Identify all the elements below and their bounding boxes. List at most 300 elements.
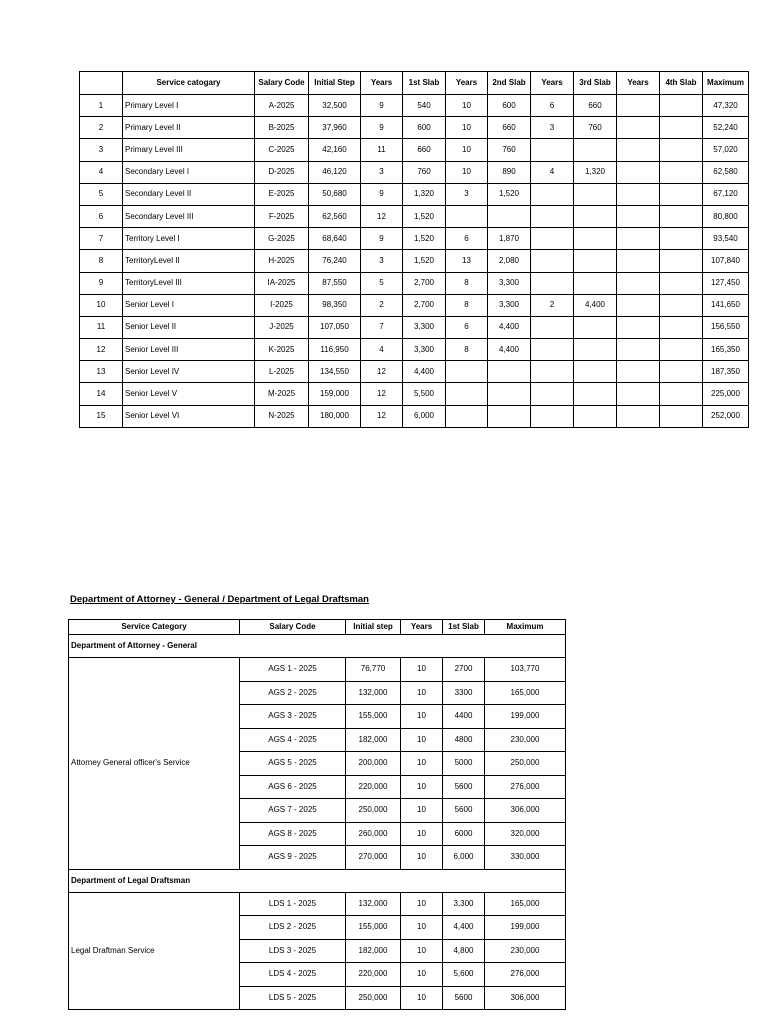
column-header: Initial step <box>346 620 401 635</box>
table-cell: 57,020 <box>703 139 749 161</box>
table-cell: 220,000 <box>346 963 401 987</box>
table-cell <box>531 139 574 161</box>
table-cell: 4,400 <box>488 316 531 338</box>
table-cell: AGS 5 - 2025 <box>240 752 346 776</box>
table-cell: 9 <box>361 183 403 205</box>
table-cell: AGS 7 - 2025 <box>240 799 346 823</box>
table-cell: 13 <box>446 250 488 272</box>
service-category-cell: Senior Level VI <box>123 405 255 427</box>
table-cell: 12 <box>361 383 403 405</box>
table-cell: 12 <box>80 339 123 361</box>
table-cell: 6 <box>80 205 123 227</box>
table-cell: 11 <box>80 316 123 338</box>
table-cell: 220,000 <box>346 775 401 799</box>
table-cell: 180,000 <box>309 405 361 427</box>
table-cell: 250,000 <box>485 752 566 776</box>
table-cell: AGS 6 - 2025 <box>240 775 346 799</box>
table-cell: 540 <box>403 95 446 117</box>
table-cell <box>660 117 703 139</box>
table-cell: 107,050 <box>309 316 361 338</box>
table-cell: 10 <box>80 294 123 316</box>
table-cell <box>488 361 531 383</box>
department-name: Department of Attorney - General <box>69 635 566 658</box>
table-cell <box>660 205 703 227</box>
table-cell: 187,350 <box>703 361 749 383</box>
table-cell <box>660 316 703 338</box>
column-header: Years <box>617 72 660 95</box>
table-cell: 5600 <box>443 986 485 1010</box>
table-cell <box>531 339 574 361</box>
table-cell: 660 <box>488 117 531 139</box>
table-cell: 155,000 <box>346 916 401 940</box>
table-cell <box>574 272 617 294</box>
table-cell <box>446 361 488 383</box>
table-cell <box>617 183 660 205</box>
table-cell: 4 <box>361 339 403 361</box>
table-row <box>80 339 749 361</box>
table-cell: 6,000 <box>443 846 485 870</box>
table-cell: 260,000 <box>346 822 401 846</box>
service-category-cell: Secondary Level III <box>123 205 255 227</box>
table-cell: 46,120 <box>309 161 361 183</box>
table-cell: 10 <box>401 822 443 846</box>
table-cell: 10 <box>401 705 443 729</box>
table-cell: 3,300 <box>488 272 531 294</box>
table-cell: K-2025 <box>255 339 309 361</box>
table-cell: 116,950 <box>309 339 361 361</box>
table-cell: 11 <box>361 139 403 161</box>
table-cell <box>531 205 574 227</box>
table-cell: 4,800 <box>443 939 485 963</box>
column-header: Salary Code <box>255 72 309 95</box>
table-cell: 1,520 <box>403 205 446 227</box>
table-cell: 250,000 <box>346 799 401 823</box>
table-cell: 10 <box>401 916 443 940</box>
table-cell: 5 <box>80 183 123 205</box>
table-cell: B-2025 <box>255 117 309 139</box>
table-cell: 4,400 <box>443 916 485 940</box>
table-cell: 760 <box>403 161 446 183</box>
column-header: 3rd Slab <box>574 72 617 95</box>
table-cell <box>660 339 703 361</box>
table-cell <box>660 272 703 294</box>
table-row <box>80 383 749 405</box>
table-cell: 230,000 <box>485 939 566 963</box>
table-row <box>80 405 749 427</box>
table-cell: AGS 3 - 2025 <box>240 705 346 729</box>
table-cell: 4 <box>531 161 574 183</box>
table-cell: 10 <box>446 117 488 139</box>
table-cell: 3,300 <box>488 294 531 316</box>
table-cell: 9 <box>361 95 403 117</box>
table-cell: IA-2025 <box>255 272 309 294</box>
table-cell: 199,000 <box>485 705 566 729</box>
table-cell: 1,320 <box>403 183 446 205</box>
table-cell: 132,000 <box>346 892 401 916</box>
table-cell: 320,000 <box>485 822 566 846</box>
table-cell: 276,000 <box>485 775 566 799</box>
table-cell <box>660 183 703 205</box>
table-cell <box>617 339 660 361</box>
column-header: Years <box>361 72 403 95</box>
table-cell: 76,240 <box>309 250 361 272</box>
table-cell: 3 <box>531 117 574 139</box>
table-cell: E-2025 <box>255 183 309 205</box>
table-cell: 134,550 <box>309 361 361 383</box>
table-cell <box>617 405 660 427</box>
table-cell: 141,650 <box>703 294 749 316</box>
table-cell: 3300 <box>443 681 485 705</box>
table-cell: 10 <box>401 846 443 870</box>
column-header: Maximum <box>485 620 566 635</box>
table-cell: AGS 9 - 2025 <box>240 846 346 870</box>
table-cell: 3 <box>361 250 403 272</box>
table-cell: 68,640 <box>309 228 361 250</box>
table-row <box>80 161 749 183</box>
table-cell <box>617 117 660 139</box>
table-cell: 200,000 <box>346 752 401 776</box>
table-cell: 156,550 <box>703 316 749 338</box>
table-cell: 4400 <box>443 705 485 729</box>
table-cell: 10 <box>401 752 443 776</box>
table-cell: AGS 4 - 2025 <box>240 728 346 752</box>
table-header-row <box>69 620 566 635</box>
table-cell: 8 <box>446 339 488 361</box>
table-cell: 1,870 <box>488 228 531 250</box>
table-cell: 600 <box>488 95 531 117</box>
table-cell <box>660 161 703 183</box>
table-row <box>80 95 749 117</box>
table-cell: 132,000 <box>346 681 401 705</box>
table-cell: A-2025 <box>255 95 309 117</box>
table-cell: 3 <box>446 183 488 205</box>
table-cell: 306,000 <box>485 986 566 1010</box>
table-cell: 3,300 <box>403 316 446 338</box>
table-cell <box>574 183 617 205</box>
column-header: Service catogary <box>123 72 255 95</box>
table-cell: 9 <box>361 228 403 250</box>
table-cell: H-2025 <box>255 250 309 272</box>
table-row <box>80 139 749 161</box>
table-cell <box>660 294 703 316</box>
table-cell: 890 <box>488 161 531 183</box>
table-cell <box>488 383 531 405</box>
column-header: 4th Slab <box>660 72 703 95</box>
table-row <box>80 361 749 383</box>
table-cell: 6 <box>446 228 488 250</box>
table-cell: 270,000 <box>346 846 401 870</box>
section-title: Department of Attorney - General / Department of Legal Draftsman <box>70 594 369 605</box>
table-cell: 182,000 <box>346 939 401 963</box>
department-row <box>69 869 566 892</box>
table-cell <box>617 272 660 294</box>
table-cell: 127,450 <box>703 272 749 294</box>
table-cell: 760 <box>574 117 617 139</box>
table-cell: 3,300 <box>403 339 446 361</box>
table-cell <box>660 405 703 427</box>
table-cell: 8 <box>446 294 488 316</box>
table-cell: 3 <box>361 161 403 183</box>
table-cell: 199,000 <box>485 916 566 940</box>
table-cell: LDS 4 - 2025 <box>240 963 346 987</box>
table-cell: 760 <box>488 139 531 161</box>
table-cell: 2 <box>361 294 403 316</box>
table-cell: 5,500 <box>403 383 446 405</box>
table-cell <box>531 272 574 294</box>
table-row <box>80 316 749 338</box>
column-header: Maximum <box>703 72 749 95</box>
table-cell: 4,400 <box>574 294 617 316</box>
table-cell: 276,000 <box>485 963 566 987</box>
table-cell: AGS 2 - 2025 <box>240 681 346 705</box>
table-cell: 1,320 <box>574 161 617 183</box>
table-cell: 252,000 <box>703 405 749 427</box>
table-cell: 10 <box>401 658 443 682</box>
table-cell: G-2025 <box>255 228 309 250</box>
table-cell <box>531 361 574 383</box>
table-cell: 98,350 <box>309 294 361 316</box>
table-cell: 47,320 <box>703 95 749 117</box>
salary-scale-table <box>79 71 749 428</box>
table-cell: LDS 3 - 2025 <box>240 939 346 963</box>
column-header: 2nd Slab <box>488 72 531 95</box>
table-cell <box>531 228 574 250</box>
table-cell <box>660 95 703 117</box>
table-cell: 12 <box>361 361 403 383</box>
table-cell <box>488 405 531 427</box>
table-cell: 3 <box>80 139 123 161</box>
table-cell <box>660 228 703 250</box>
table-cell <box>617 361 660 383</box>
service-category-cell: Senior Level IV <box>123 361 255 383</box>
table-cell: 159,000 <box>309 383 361 405</box>
table-cell: 4,400 <box>488 339 531 361</box>
table-row <box>80 117 749 139</box>
table-cell: 67,120 <box>703 183 749 205</box>
table-cell <box>617 250 660 272</box>
table-row <box>80 183 749 205</box>
table-row <box>69 658 566 682</box>
table-cell: 5600 <box>443 775 485 799</box>
service-category-cell: Primary Level II <box>123 117 255 139</box>
table-cell: 660 <box>574 95 617 117</box>
table-cell: 10 <box>401 728 443 752</box>
table-cell: M-2025 <box>255 383 309 405</box>
table-cell: 1,520 <box>403 250 446 272</box>
table-cell: 62,560 <box>309 205 361 227</box>
attorney-draftsman-table <box>68 619 566 1010</box>
column-header: 1st Slab <box>403 72 446 95</box>
table-cell: 4800 <box>443 728 485 752</box>
service-category-cell: Attorney General officer's Service <box>69 658 240 870</box>
table-cell <box>617 95 660 117</box>
table-cell: 10 <box>401 799 443 823</box>
table-cell: 15 <box>80 405 123 427</box>
table-cell: 8 <box>80 250 123 272</box>
table-cell: 225,000 <box>703 383 749 405</box>
table-cell: 6 <box>531 95 574 117</box>
service-category-cell: Senior Level I <box>123 294 255 316</box>
column-header: Initial Step <box>309 72 361 95</box>
table-cell: 5,600 <box>443 963 485 987</box>
table-cell: 1 <box>80 95 123 117</box>
table-cell: 12 <box>361 405 403 427</box>
table-cell: 6000 <box>443 822 485 846</box>
table-cell: 32,500 <box>309 95 361 117</box>
table-row <box>80 294 749 316</box>
service-category-cell: Senior Level II <box>123 316 255 338</box>
table-cell <box>574 339 617 361</box>
table-cell <box>574 205 617 227</box>
table-cell: 230,000 <box>485 728 566 752</box>
table-cell: 6,000 <box>403 405 446 427</box>
table-cell <box>617 294 660 316</box>
table-cell: 5 <box>361 272 403 294</box>
service-category-cell: Senior Level V <box>123 383 255 405</box>
table-cell: 2700 <box>443 658 485 682</box>
table-cell <box>488 205 531 227</box>
service-category-cell: Legal Draftman Service <box>69 892 240 1010</box>
table-cell: 10 <box>401 681 443 705</box>
department-row <box>69 635 566 658</box>
table-cell: L-2025 <box>255 361 309 383</box>
table-cell: 50,680 <box>309 183 361 205</box>
table-row <box>80 272 749 294</box>
table-cell: N-2025 <box>255 405 309 427</box>
table-cell: AGS 1 - 2025 <box>240 658 346 682</box>
table-cell: 37,960 <box>309 117 361 139</box>
service-category-cell: TerritoryLevel III <box>123 272 255 294</box>
table-cell: 7 <box>361 316 403 338</box>
table-cell: 4 <box>80 161 123 183</box>
service-category-cell: Secondary Level II <box>123 183 255 205</box>
table-cell <box>574 250 617 272</box>
table-cell <box>574 139 617 161</box>
column-header <box>80 72 123 95</box>
table-row <box>80 228 749 250</box>
table-cell: D-2025 <box>255 161 309 183</box>
table-cell: 52,240 <box>703 117 749 139</box>
table-cell <box>531 405 574 427</box>
service-category-cell: Senior Level III <box>123 339 255 361</box>
table-cell: 10 <box>446 139 488 161</box>
table-cell: 93,540 <box>703 228 749 250</box>
table-row <box>69 892 566 916</box>
table-cell <box>660 361 703 383</box>
table-cell: 2 <box>531 294 574 316</box>
table-cell: 103,770 <box>485 658 566 682</box>
table-cell: 10 <box>446 161 488 183</box>
service-category-cell: TerritoryLevel II <box>123 250 255 272</box>
table-cell: 42,160 <box>309 139 361 161</box>
table-cell: 165,000 <box>485 681 566 705</box>
column-header: Service Category <box>69 620 240 635</box>
table-cell: 13 <box>80 361 123 383</box>
table-cell: LDS 2 - 2025 <box>240 916 346 940</box>
table-cell <box>617 139 660 161</box>
service-category-cell: Primary Level III <box>123 139 255 161</box>
table-cell <box>574 228 617 250</box>
table-cell <box>574 361 617 383</box>
table-row <box>80 250 749 272</box>
table-cell: 10 <box>401 892 443 916</box>
table-cell: 165,350 <box>703 339 749 361</box>
table-cell: 12 <box>361 205 403 227</box>
table-cell: 9 <box>361 117 403 139</box>
table-cell: 5600 <box>443 799 485 823</box>
table-cell <box>660 250 703 272</box>
table-cell: 7 <box>80 228 123 250</box>
table-cell: I-2025 <box>255 294 309 316</box>
table-cell <box>531 183 574 205</box>
table-cell: C-2025 <box>255 139 309 161</box>
table-cell: 10 <box>401 963 443 987</box>
service-category-cell: Secondary Level I <box>123 161 255 183</box>
table-cell <box>446 205 488 227</box>
column-header: 1st Slab <box>443 620 485 635</box>
table-cell <box>617 316 660 338</box>
column-header: Years <box>446 72 488 95</box>
table-cell <box>531 383 574 405</box>
table-cell: 600 <box>403 117 446 139</box>
table-cell: 8 <box>446 272 488 294</box>
table-cell: 10 <box>401 986 443 1010</box>
service-category-cell: Territory Level I <box>123 228 255 250</box>
table-cell: F-2025 <box>255 205 309 227</box>
table-cell: LDS 5 - 2025 <box>240 986 346 1010</box>
table-cell <box>531 316 574 338</box>
table-cell: 10 <box>401 775 443 799</box>
table-cell <box>617 161 660 183</box>
table-cell <box>617 205 660 227</box>
table-cell: 2,700 <box>403 294 446 316</box>
table-cell <box>574 383 617 405</box>
service-category-cell: Primary Level I <box>123 95 255 117</box>
table-cell: 10 <box>446 95 488 117</box>
table-cell: 4,400 <box>403 361 446 383</box>
table-cell: LDS 1 - 2025 <box>240 892 346 916</box>
table-cell: 10 <box>401 939 443 963</box>
table-cell: 3,300 <box>443 892 485 916</box>
column-header: Years <box>531 72 574 95</box>
table-cell: 14 <box>80 383 123 405</box>
table-cell <box>617 228 660 250</box>
table-cell <box>660 139 703 161</box>
table-cell: 1,520 <box>488 183 531 205</box>
column-header: Years <box>401 620 443 635</box>
table-cell: 76,770 <box>346 658 401 682</box>
table-cell: 87,550 <box>309 272 361 294</box>
table-cell: 330,000 <box>485 846 566 870</box>
table-cell: 306,000 <box>485 799 566 823</box>
table-cell: 250,000 <box>346 986 401 1010</box>
table-cell: 80,800 <box>703 205 749 227</box>
table-cell: 1,520 <box>403 228 446 250</box>
table-cell <box>574 316 617 338</box>
table-cell <box>574 405 617 427</box>
table-cell: 2,080 <box>488 250 531 272</box>
table-cell: 155,000 <box>346 705 401 729</box>
table-cell: AGS 8 - 2025 <box>240 822 346 846</box>
table-cell <box>446 405 488 427</box>
table-cell: J-2025 <box>255 316 309 338</box>
table-header-row <box>80 72 749 95</box>
table-cell: 62,580 <box>703 161 749 183</box>
table-cell: 2,700 <box>403 272 446 294</box>
table-cell <box>446 383 488 405</box>
column-header: Salary Code <box>240 620 346 635</box>
table-cell: 182,000 <box>346 728 401 752</box>
